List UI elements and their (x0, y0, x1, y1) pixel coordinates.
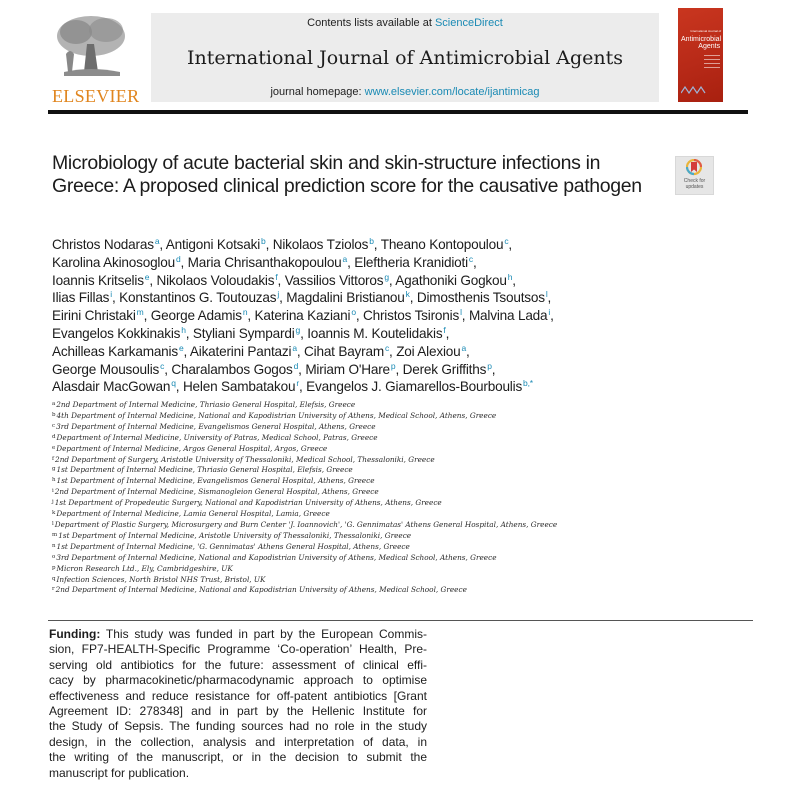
affiliation-marker[interactable]: c (384, 342, 390, 353)
affiliation-marker[interactable]: h (181, 324, 186, 335)
author-name[interactable]: Aikaterini Pantazi$^a$ (189, 342, 297, 359)
author-name[interactable]: Eleftheria Kranidioti$^c$ (354, 253, 473, 270)
affiliation-marker[interactable]: j (277, 289, 280, 300)
author-name[interactable]: Cihat Bayram$^c$ (304, 342, 390, 359)
affiliation-item: $^d$Department of Internal Medicine, University of Patras, Medical School, Patras, Greece (52, 432, 378, 442)
funding-line: design, in the collection, analysis and interpretation of data, in (49, 734, 427, 749)
journal-masthead (48, 10, 748, 105)
footnote-divider (48, 620, 753, 621)
affiliation-key: f (52, 455, 55, 462)
affiliation-marker[interactable]: d (293, 360, 299, 371)
affiliation-marker[interactable]: a (461, 342, 467, 353)
author-name[interactable]: Zoi Alexiou$^a$ (396, 342, 467, 359)
affiliation-key: c (52, 422, 56, 429)
author-name[interactable]: Charalambos Gogos$^d$ (171, 360, 299, 377)
affiliation-marker[interactable]: o (351, 307, 356, 318)
affiliation-item: $^h$1st Department of Internal Medicine, Evangelismos General Hospital, Athens, Greece (52, 476, 375, 486)
affiliation-item: $^f$2nd Department of Surgery, Aristotle University of Thessaloniki, Medical School, Thessaloniki, Greece (52, 454, 435, 464)
author-name[interactable]: George Mousoulis$^c$ (52, 360, 165, 377)
author-line: Eirini Christaki$^m$, George Adamis$^n$, Katerina Kaziani$^o$, Christos Tsironis$^l$, Malvina Lada$^i$, (52, 307, 554, 324)
author-line: George Mousoulis$^c$, Charalambos Gogos$^d$, Miriam O'Hare$^p$, Derek Griffiths$^p$, (52, 360, 496, 377)
author-list (52, 236, 652, 396)
author-name[interactable]: Theano Kontopoulou$^c$ (380, 236, 509, 252)
affiliation-marker[interactable]: c (504, 236, 509, 246)
affiliation-item: $^r$2nd Department of Internal Medicine, National and Kapodistrian University of Athens, Medical School, Greece (52, 585, 467, 595)
affiliation-marker[interactable]: f (275, 271, 278, 282)
affiliation-item: $^o$3rd Department of Internal Medicine, National and Kapodistrian University of Athens, Medical School, Athens, Greece (52, 552, 497, 562)
homepage-prefix: journal homepage: (270, 86, 365, 98)
funding-line: the writing of the manuscript, or in the decision to submit the (49, 750, 427, 765)
affiliation-marker[interactable]: e (144, 271, 150, 282)
funding-line: Funding: This study was funded in part by the European Commis- (49, 627, 427, 641)
affiliation-key: i (52, 488, 54, 495)
affiliation-key: l (52, 520, 54, 527)
affiliation-marker[interactable]: b,* (523, 378, 533, 389)
affiliation-item: $^m$1st Department of Internal Medicine, Aristotle University of Thessaloniki, Thessaloniki, Greece (52, 530, 412, 540)
author-line: Karolina Akinosoglou$^d$, Maria Chrisanthakopoulou$^a$, Eleftheria Kranidioti$^c$, (52, 253, 477, 270)
affiliation-marker[interactable]: p (487, 360, 492, 371)
affiliation-marker[interactable]: b (369, 236, 374, 246)
funding-line: serving old antibiotics for the future: assessment of clinical effi- (49, 657, 427, 672)
affiliation-item: $^i$2nd Department of Internal Medicine, Sismanogleion General Hospital, Athens, Greece (52, 487, 379, 497)
author-name[interactable]: Katerina Kaziani$^o$ (254, 307, 356, 324)
affiliation-item: $^c$3rd Department of Internal Medicine, Evangelismos General Hospital, Athens, Greece (52, 421, 376, 431)
affiliation-marker[interactable]: a (342, 253, 348, 264)
funding-line: effectiveness and reduce resistance for off-patent antibiotics [Grant (49, 688, 427, 703)
elsevier-logo[interactable] (48, 12, 140, 106)
funding-line: manuscript for publication. (49, 765, 190, 780)
journal-cover-thumbnail[interactable] (678, 8, 723, 102)
journal-header-band (151, 13, 659, 102)
author-name[interactable]: Vassilios Vittoros$^g$ (284, 271, 389, 288)
affiliation-marker[interactable]: q (171, 378, 176, 389)
affiliation-marker[interactable]: g (295, 324, 301, 335)
affiliation-item: $^k$Department of Internal Medicine, Lamia General Hospital, Lamia, Greece (52, 509, 330, 519)
check-for-updates-button[interactable] (675, 156, 714, 195)
affiliation-marker[interactable]: f (443, 324, 446, 335)
affiliation-marker[interactable]: r (296, 378, 299, 389)
author-name[interactable]: Achilleas Karkamanis$^e$ (52, 342, 184, 359)
funding-label: Funding: (49, 627, 101, 641)
elsevier-tree-icon (54, 14, 128, 80)
affiliation-item: $^e$Department of Internal Medicine, Argos General Hospital, Argos, Greece (52, 443, 328, 453)
author-name[interactable]: Helen Sambatakou$^r$ (182, 378, 299, 395)
elsevier-wordmark: ELSEVIER (52, 86, 140, 106)
affiliation-marker[interactable]: b (261, 236, 266, 246)
affiliation-marker[interactable]: m (136, 307, 144, 318)
sciencedirect-link[interactable]: ScienceDirect (434, 17, 503, 29)
affiliation-marker[interactable]: p (390, 360, 396, 371)
author-name[interactable]: Evangelos Kokkinakis$^h$ (52, 324, 186, 341)
author-name[interactable]: Karolina Akinosoglou$^d$ (52, 253, 181, 270)
affiliation-key: h (52, 477, 56, 484)
author-name[interactable]: Maria Chrisanthakopoulou$^a$ (187, 253, 348, 270)
author-line: Ilias Fillas$^i$, Konstantinos G. Toutouzas$^j$, Magdalini Bristianou$^k$, Dimosthenis Tsoutsos$^l$, (52, 289, 552, 306)
author-name[interactable]: Christos Nodaras$^a$ (52, 236, 160, 252)
check-for-updates-label: Check for updates (683, 178, 706, 190)
affiliation-item: $^a$2nd Department of Internal Medicine, Thriasio General Hospital, Elefsis, Greece (52, 400, 356, 409)
affiliation-key: p (52, 564, 56, 571)
affiliation-key: b (52, 411, 56, 418)
author-line: Evangelos Kokkinakis$^h$, Styliani Sympardi$^g$, Ioannis M. Koutelidakis$^f$, (52, 324, 450, 341)
author-name[interactable]: Ilias Fillas$^i$ (52, 289, 112, 306)
author-name[interactable]: Nikolaos Voloudakis$^f$ (156, 271, 278, 288)
cover-title-line2: Agents (698, 43, 721, 50)
contents-available-line (151, 17, 659, 29)
affiliation-item: $^q$Infection Sciences, North Bristol NHS Trust, Bristol, UK (52, 574, 266, 584)
author-name[interactable]: Alasdair MacGowan$^q$ (52, 378, 176, 395)
author-name[interactable]: Miriam O'Hare$^p$ (305, 360, 396, 377)
journal-homepage-link[interactable]: www.elsevier.com/locate/ijantimicag (364, 86, 540, 98)
crossmark-icon (686, 159, 702, 177)
journal-name: International Journal of Antimicrobial Agents (186, 47, 624, 69)
author-name[interactable]: Evangelos J. Giamarellos-Bourboulis$^{b,*}$ (306, 378, 533, 395)
journal-homepage-line (151, 86, 659, 98)
contents-prefix: Contents lists available at (307, 17, 435, 29)
affiliation-item: $^n$1st Department of Internal Medicine, 'G. Gennimatas' Athens General Hospital, Athens, Greece (52, 541, 410, 551)
affiliation-key: a (52, 401, 56, 407)
funding-line: cacy by pharmacokinetic/pharmacodynamic approach to optimise (49, 673, 427, 688)
affiliation-item: $^b$4th Department of Internal Medicine, National and Kapodistrian University of Athens, Medical School, Athens, Greece (52, 410, 497, 420)
author-name[interactable]: Magdalini Bristianou$^k$ (286, 289, 410, 306)
cover-small-line: International Journal of (690, 29, 722, 33)
cover-logo-icon (681, 86, 707, 94)
affiliation-key: m (52, 531, 58, 538)
cover-title-line1: Antimicrobial (681, 36, 722, 43)
affiliation-key: d (52, 433, 56, 440)
affiliation-marker[interactable]: l (460, 307, 462, 318)
affiliation-key: k (52, 510, 56, 517)
author-name[interactable]: Agathoniki Gogkou$^h$ (395, 271, 513, 288)
author-name[interactable]: Styliani Sympardi$^g$ (192, 324, 301, 341)
funding-line: Agreement ID: 278348] and in part by the Hellenic Institute for (49, 704, 427, 719)
author-name[interactable]: Christos Tsironis$^l$ (363, 307, 462, 324)
affiliation-marker[interactable]: h (507, 271, 513, 282)
affiliation-item: $^l$Department of Plastic Surgery, Microsurgery and Burn Center 'J. Ioannovich', 'G. Gennimatas' Athens General Hospital, Athens, Greece (52, 519, 558, 529)
author-name[interactable]: Nikolaos Tziolos$^b$ (272, 236, 374, 252)
affiliation-item: $^g$1st Department of Internal Medicine, Thriasio General Hospital, Elefsis, Greece (52, 465, 353, 475)
affiliation-marker[interactable]: k (405, 289, 410, 300)
affiliation-marker[interactable]: g (384, 271, 389, 282)
affiliation-key: g (52, 466, 56, 473)
author-name[interactable]: Ioannis M. Koutelidakis$^f$ (307, 324, 446, 341)
affiliation-key: n (52, 542, 56, 549)
author-name[interactable]: Ioannis Kritselis$^e$ (52, 271, 150, 288)
affiliation-marker[interactable]: c (468, 253, 473, 264)
cover-text-lines (704, 55, 720, 71)
author-name[interactable]: Dimosthenis Tsoutsos$^l$ (416, 289, 548, 306)
affiliation-key: q (52, 575, 56, 582)
funding-line: sion, FP7-HEALTH-Specific Programme ‘Co-operation’ Health, Pre- (49, 642, 427, 657)
author-name[interactable]: Derek Griffiths$^p$ (402, 360, 492, 377)
affiliation-marker[interactable]: d (175, 253, 181, 264)
cover-title (681, 28, 721, 50)
author-name[interactable]: Malvina Lada$^i$ (468, 307, 551, 324)
affiliation-item: $^p$Micron Research Ltd., Ely, Cambridgeshire, UK (52, 563, 233, 573)
affiliation-key: j (52, 499, 54, 506)
affiliation-marker[interactable]: a (292, 342, 297, 353)
author-name[interactable]: Konstantinos G. Toutouzas$^j$ (119, 289, 280, 306)
header-divider (48, 110, 748, 114)
affiliation-marker[interactable]: i (548, 307, 551, 318)
affiliation-marker[interactable]: a (154, 236, 160, 246)
author-name[interactable]: Antigoni Kotsaki$^b$ (165, 236, 266, 252)
affiliation-marker[interactable]: e (178, 342, 184, 353)
author-line: Achilleas Karkamanis$^e$, Aikaterini Pantazi$^a$, Cihat Bayram$^c$, Zoi Alexiou$^a$, (52, 342, 470, 359)
author-line: Ioannis Kritselis$^e$, Nikolaos Voloudakis$^f$, Vassilios Vittoros$^g$, Agathoniki Gogkou$^h$, (52, 271, 516, 288)
affiliation-item: $^j$1st Department of Propedeutic Surgery, National and Kapodistrian University of Athens, Athens, Greece (52, 498, 442, 508)
affiliation-key: o (52, 553, 56, 560)
affiliation-marker[interactable]: c (160, 360, 165, 371)
affiliation-key: e (52, 444, 56, 451)
affiliation-list (52, 400, 752, 596)
affiliation-marker[interactable]: i (110, 289, 112, 300)
funding-note (49, 627, 427, 781)
article-title: Microbiology of acute bacterial skin and skin-structure infections in Greece: A proposed clinical prediction score for the causative pathogen (52, 152, 642, 197)
author-line: Alasdair MacGowan$^q$, Helen Sambatakou$^r$, Evangelos J. Giamarellos-Bourboulis$^{b,*}$ (52, 378, 533, 395)
author-name[interactable]: George Adamis$^n$ (150, 307, 248, 324)
affiliation-marker[interactable]: n (242, 307, 248, 318)
author-line: Christos Nodaras$^a$, Antigoni Kotsaki$^b$, Nikolaos Tziolos$^b$, Theano Kontopoulou$^c$, (52, 236, 512, 252)
affiliation-marker[interactable]: l (545, 289, 548, 300)
author-name[interactable]: Eirini Christaki$^m$ (52, 307, 144, 324)
affiliation-key: r (52, 586, 55, 593)
funding-line: the Study of Sepsis. The funding sources had no role in the study (49, 719, 427, 734)
